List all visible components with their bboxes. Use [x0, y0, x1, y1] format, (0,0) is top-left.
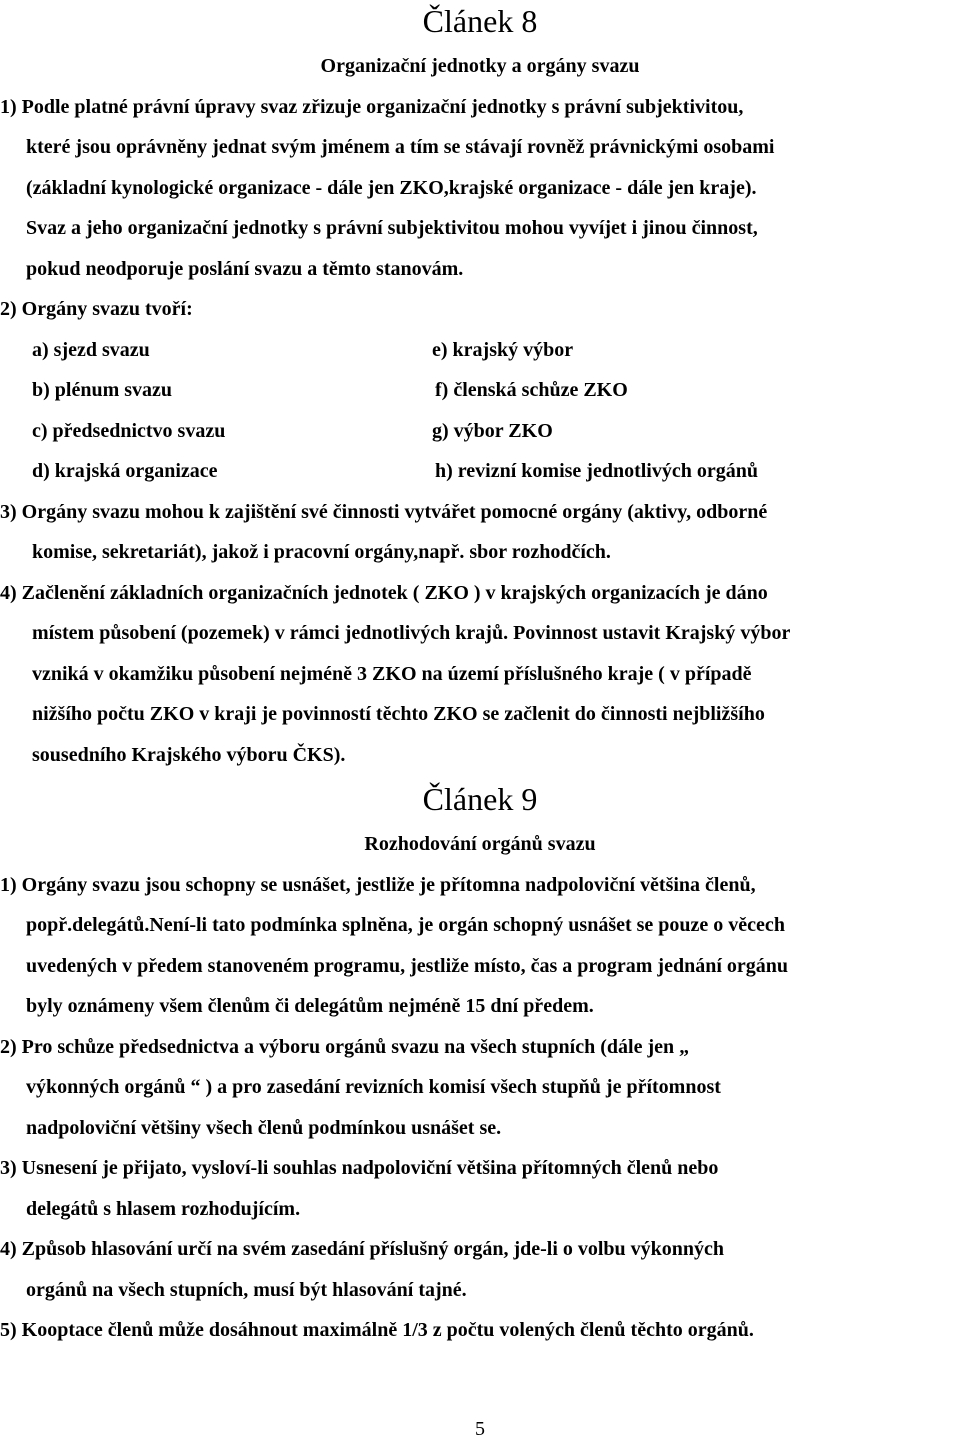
- page-number: 5: [475, 1418, 485, 1440]
- article-9-para-1-line-1: 1) Orgány svazu jsou schopny se usnášet, jestliže je přítomna nadpoloviční většina členů,: [0, 874, 756, 896]
- article-9-para-1-line-3: uvedených v předem stanoveném programu, jestliže místo, čas a program jednání orgánu: [26, 955, 788, 977]
- article-8-para-1-line-1: 1) Podle platné právní úpravy svaz zřizuje organizační jednotky s právní subjektivitou,: [0, 96, 744, 118]
- article-8-para-3-line-2: komise, sekretariát), jakož i pracovní orgány,např. sbor rozhodčích.: [32, 541, 611, 563]
- article-9-heading: Článek 9: [422, 781, 538, 817]
- article-8-para-2-intro: 2) Orgány svazu tvoří:: [0, 298, 193, 320]
- article-9-para-3-line-2: delegátů s hlasem rozhodujícím.: [26, 1198, 301, 1220]
- article-9-para-4-line-2: orgánů na všech stupních, musí být hlasování tajné.: [26, 1279, 467, 1301]
- article-8-para-4-line-2: místem působení (pozemek) v rámci jednotlivých krajů. Povinnost ustavit Krajský výbor: [32, 622, 791, 644]
- organ-list-item: a) sjezd svazu: [32, 339, 150, 361]
- article-8-para-3-line-1: 3) Orgány svazu mohou k zajištění své činnosti vytvářet pomocné orgány (aktivy, odborné: [0, 501, 768, 523]
- organ-list-item: h) revizní komise jednotlivých orgánů: [435, 460, 758, 482]
- organ-list-item: g) výbor ZKO: [432, 420, 553, 442]
- article-9-para-1-line-2: popř.delegátů.Není-li tato podmínka splněna, je orgán schopný usnášet se pouze o věcech: [26, 914, 785, 936]
- organ-list-item: e) krajský výbor: [432, 339, 574, 361]
- article-9-para-2-line-2: výkonných orgánů “ ) a pro zasedání revizních komisí všech stupňů je přítomnost: [26, 1076, 721, 1098]
- article-8-para-4-line-1: 4) Začlenění základních organizačních jednotek ( ZKO ) v krajských organizacích je dáno: [0, 582, 768, 604]
- article-8-heading: Článek 8: [422, 3, 538, 39]
- article-9-subheading: Rozhodování orgánů svazu: [364, 833, 596, 855]
- article-8-para-4-line-3: vzniká v okamžiku působení nejméně 3 ZKO na území příslušného kraje ( v případě: [32, 663, 752, 685]
- article-9-para-3-line-1: 3) Usnesení je přijato, vysloví-li souhlas nadpoloviční většina přítomných členů nebo: [0, 1157, 719, 1179]
- organ-list-item: b) plénum svazu: [32, 379, 173, 401]
- article-9-para-2-line-3: nadpoloviční většiny všech členů podmínkou usnášet se.: [26, 1117, 502, 1139]
- organ-list-item: d) krajská organizace: [32, 460, 218, 482]
- organ-list-item: c) předsednictvo svazu: [32, 420, 226, 442]
- article-8-para-4-line-4: nižšího počtu ZKO v kraji je povinností těchto ZKO se začlenit do činnosti nejbližšího: [32, 703, 765, 725]
- article-9-para-5-line-1: 5) Kooptace členů může dosáhnout maximálně 1/3 z počtu volených členů těchto orgánů.: [0, 1319, 754, 1341]
- article-8-para-4-line-5: sousedního Krajského výboru ČKS).: [32, 744, 346, 766]
- article-8-para-1-line-3: (základní kynologické organizace - dále jen ZKO,krajské organizace - dále jen kraje).: [26, 177, 757, 199]
- article-9-para-2-line-1: 2) Pro schůze předsednictva a výboru orgánů svazu na všech stupních (dále jen „: [0, 1036, 690, 1058]
- article-8-para-1-line-4: Svaz a jeho organizační jednotky s právní subjektivitou mohou vyvíjet i jinou činnost,: [26, 217, 758, 239]
- article-8-para-1-line-2: které jsou oprávněny jednat svým jménem a tím se stávají rovněž právnickými osobami: [26, 136, 775, 158]
- article-8-subheading: Organizační jednotky a orgány svazu: [320, 55, 640, 77]
- article-9-para-1-line-4: byly oznámeny všem členům či delegátům nejméně 15 dní předem.: [26, 995, 594, 1017]
- article-9-para-4-line-1: 4) Způsob hlasování určí na svém zasedání příslušný orgán, jde-li o volbu výkonných: [0, 1238, 725, 1260]
- article-8-para-1-line-5: pokud neodporuje poslání svazu a těmto stanovám.: [26, 258, 464, 280]
- organ-list-item: f) členská schůze ZKO: [435, 379, 628, 401]
